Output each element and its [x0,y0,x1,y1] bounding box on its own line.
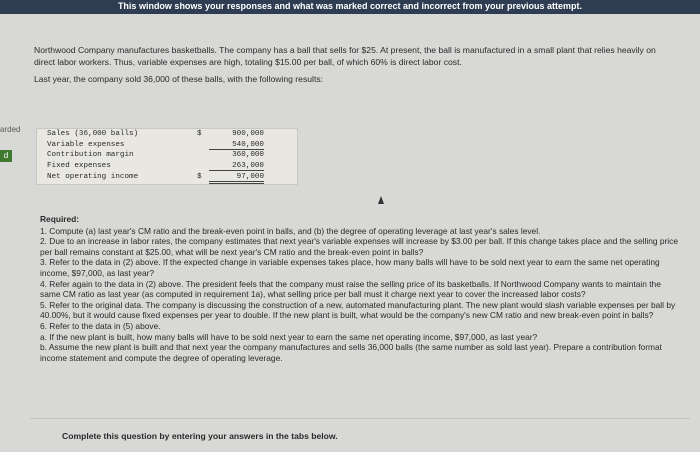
margin-tab[interactable]: d [0,150,12,162]
income-row [37,140,297,151]
instructions-footer: Complete this question by entering your answers in the tabs below. [62,431,338,441]
attempt-notice-banner: This window shows your responses and what was marked correct and incorrect from your previous attempt. [0,0,700,14]
requirement-item: 2. Due to an increase in labor rates, the company estimates that next year's variable expenses will increase by $3.00 per ball. If this change takes place and the selling price per ball remains constant at $25.00, what will be next year's CM ratio and the break-even point in balls? [40,236,678,257]
income-row [37,150,297,161]
income-row [37,171,297,184]
requirement-item: 5. Refer to the original data. The company is discussing the construction of a new, automated manufacturing plant. The new plant would slash variable expenses per ball by 40.00%, but it would cause fixed expenses per year to double. If the new plant is built, what would be the company's new CM ratio and new break-even point in balls? [40,299,676,321]
margin-label: arded [0,125,21,134]
row-label: Contribution margin [47,151,134,159]
mouse-cursor-icon [378,196,384,204]
row-label: Variable expenses [47,140,125,149]
requirement-item: 1. Compute (a) last year's CM ratio and the break-even point in balls, and (b) the degree of operating leverage at last year's sales level. [40,225,541,236]
intro-paragraph: Northwood Company manufactures basketballs. The company has a ball that sells for $25. At present, the ball is manufactured in a small plant that relies heavily on direct labor workers. Thus, variable expenses are high, totaling $15.00 per ball, of which 60% is direct labor cost. [34,45,656,67]
problem-intro [34,45,664,92]
requirements-section [40,214,680,363]
row-label: Fixed expenses [47,161,111,170]
row-label: Sales (36,000 balls) [47,130,139,138]
requirement-item: a. If the new plant is built, how many balls will have to be sold next year to earn the same net operating income, $97,000, as last year? [40,331,538,342]
row-currency: $ [197,173,202,181]
row-currency: $ [197,130,202,138]
requirement-item: 6. Refer to the data in (5) above. [40,320,161,331]
row-currency [197,140,209,151]
row-amount: 900,000 [232,130,264,138]
intro-paragraph: Last year, the company sold 36,000 of these balls, with the following results: [34,74,324,84]
row-currency [197,150,209,161]
row-amount: 360,000 [232,151,264,159]
income-statement [36,128,298,185]
row-label: Net operating income [47,173,139,181]
row-amount: 97,000 [209,171,264,184]
row-amount: 263,000 [209,161,264,172]
requirements-heading: Required: [40,214,80,224]
row-amount: 540,000 [209,140,264,151]
requirement-item: 4. Refer again to the data in (2) above. The president feels that the company must raise the selling price of its basketballs. If Northwood Company wants to maintain the same CM ratio as last year (as computed in requirement 1a), what selling price per ball must it charge next year to cover the increased labor costs? [40,278,661,300]
requirement-item: 3. Refer to the data in (2) above. If the expected change in variable expenses takes place, how many balls will have to be sold next year to earn the same net operating income, $97,000, as last year? [40,257,660,278]
income-row [37,161,297,172]
section-divider [30,418,690,419]
row-currency [197,161,209,172]
income-row [37,129,297,140]
requirement-item: b. Assume the new plant is built and that next year the company manufactures and sells 36,000 balls (the same number as sold last year). Prepare a contribution format income statement and compute the degree of operating leverage. [40,342,662,363]
